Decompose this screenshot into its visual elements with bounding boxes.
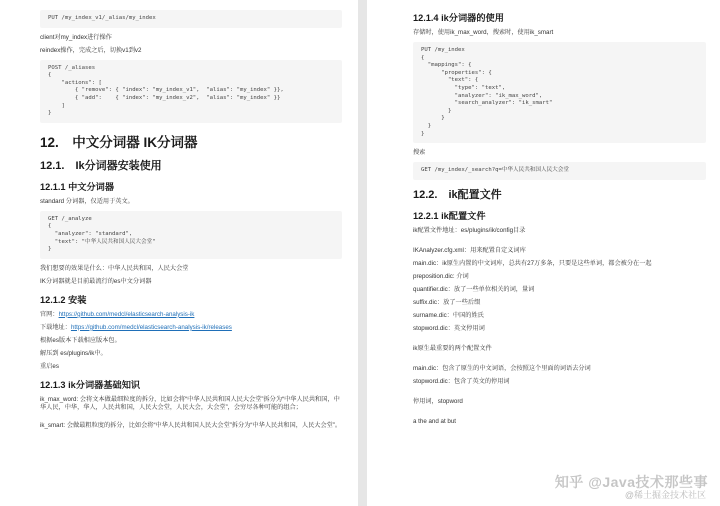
watermark: 知乎 @Java技术那些事	[554, 474, 708, 490]
text-preposition: preposition.dic: 介词	[413, 272, 469, 280]
text-config-path: ik配置文件地址：es/plugins/ik/config目录	[413, 226, 526, 234]
watermark-sub: @稀土掘金技术社区	[624, 490, 706, 500]
heading-ik-config: 12.2. ik配置文件	[413, 188, 502, 201]
official-label: 官网：	[40, 310, 59, 318]
left-page	[0, 0, 358, 506]
text-store: 存储时，使用ik_max_word，搜索时，使用ik_smart	[413, 29, 554, 36]
text-official	[40, 311, 342, 319]
heading-ik-install-use: 12.1. Ik分词器安装使用	[40, 159, 162, 172]
text-ik-max-word: ik_max_word: 会将文本做最细粒度的拆分，比如会将“中华人民共和国人民大会堂”拆分为“中华人民共和国，中华人民，中华，华人，人民共和国，人民大会堂，人民大会，大会堂”，会穷尽各种可能的组合；	[40, 395, 340, 411]
download-label: 下载地址：	[40, 323, 71, 331]
code-block-analyze: GET /_analyze { "analyzer": "standard", "text": "中华人民共和国人民大会堂" }	[40, 211, 342, 259]
text-reindex: reindex操作，完成之后，切换v1到v2	[40, 46, 142, 54]
text-main-dic-2: main.dic：包含了原生的中文词语，会按照这个里面的词语去分词	[413, 364, 591, 372]
code-block-aliases: POST /_aliases { "actions": [ { "remove": { "index": "my_index_v1", "alias": "my_index" }}, { "add": { "index": "my_index_v2", "alias": "my_index" }} ] }	[40, 60, 342, 123]
text-ik-best: IK分词器就是目前最流行的es中文分词器	[40, 277, 152, 285]
code-block-search: GET /my_index/_search?q=中华人民共和国人民大会堂	[413, 162, 706, 180]
right-page	[367, 0, 720, 506]
heading-ik-analyzer: 12. 中文分词器 IK分词器	[40, 134, 198, 150]
text-want: 我们想要的效果是什么：中华人民共和国，人民大会堂	[40, 264, 189, 272]
text-client: client对my_index进行操作	[40, 33, 112, 41]
text-restart: 重启es	[40, 362, 59, 370]
official-link[interactable]: https://github.com/medcl/elasticsearch-analysis-ik	[58, 310, 195, 318]
text-suffix: suffix.dic：放了一些后缀	[413, 298, 481, 306]
text-quantifier: quantifier.dic：放了一些单位相关的词，量词	[413, 285, 535, 293]
text-stopword-2: stopword.dic：包含了英文的停用词	[413, 377, 510, 385]
page-divider	[358, 0, 367, 506]
text-main-dic: main.dic：ik原生内置的中文词库，总共有27万多条，只要是这些单词，都会被分在一起	[413, 259, 652, 267]
text-standard: standard 分词器，仅适用于英文。	[40, 197, 134, 205]
heading-ik-config-file: 12.2.1 ik配置文件	[413, 210, 486, 221]
text-a-the: a the and at but	[413, 417, 457, 425]
heading-ik-usage: 12.1.4 ik分词器的使用	[413, 13, 504, 23]
text-surname: surname.dic：中国的姓氏	[413, 311, 484, 319]
heading-chinese-analyzer: 12.1.1 中文分词器	[40, 181, 115, 192]
heading-install: 12.1.2 安装	[40, 294, 87, 305]
text-ikanalyzer: IKAnalyzer.cfg.xml：用来配置自定义词库	[413, 246, 526, 254]
text-version: 根据es版本下载相应版本包。	[40, 336, 121, 344]
text-search: 搜索	[413, 149, 426, 157]
code-block-alias: PUT /my_index_v1/_alias/my_index	[40, 10, 342, 28]
code-block-mapping: PUT /my_index { "mappings": { "properties": { "text": { "type": "text", "analyzer": "ik_max_word", "search_analyzer": "ik_smart" } } } }	[413, 42, 706, 143]
text-download	[40, 324, 342, 332]
text-important-files: ik原生最重要的两个配置文件	[413, 344, 492, 352]
text-ik-smart: ik_smart: 会做最粗粒度的拆分，比如会将“中华人民共和国人民大会堂”拆分为“中华人民共和国，人民大会堂”。	[40, 421, 342, 429]
text-stopwords-label: 停用词，stopword	[413, 397, 463, 405]
download-link[interactable]: https://github.com/medcl/elasticsearch-analysis-ik/releases	[70, 323, 232, 331]
text-stopword: stopword.dic：英文停用词	[413, 324, 485, 332]
text-unzip: 解压到 es/plugins/ik中。	[40, 349, 107, 357]
heading-ik-basics: 12.1.3 ik分词器基础知识	[40, 379, 141, 390]
